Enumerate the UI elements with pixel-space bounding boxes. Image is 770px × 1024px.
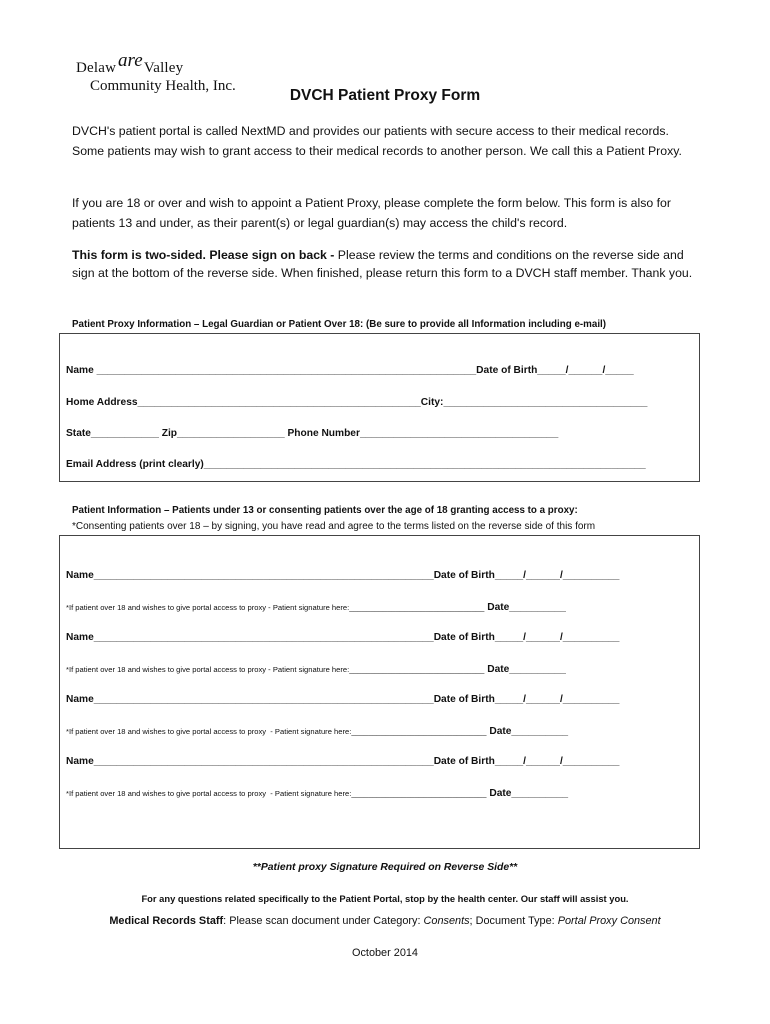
patient-3-signature-text: *If patient over 18 and wishes to give portal access to proxy - Patient signature here:________________________________ [66,727,487,736]
patient-2-signature-field[interactable] [66,664,566,675]
portal-questions-notice: For any questions related specifically to the Patient Portal, stop by the health center. Our staff will assist you. [141,893,629,904]
patient-4-name-field[interactable]: Name____________________________________________________________Date of Birth_____/______/__________ [66,756,620,767]
logo-text-delaw: Delaw [76,60,117,76]
staff-text-2: ; Document Type: [469,915,558,927]
patient-4-signature-date: Date__________ [486,788,569,799]
intro-paragraph-2: If you are 18 or over and wish to appoint a Patient Proxy, please complete the form below. This form is also for patients 13 and under, as their parent(s) or legal guardian(s) may access the child's record. [72,196,671,230]
signature-required-notice: **Patient proxy Signature Required on Reverse Side** [252,862,518,873]
intro-paragraph-1: DVCH's patient portal is called NextMD and provides our patients with secure access to their medical records. Some patients may wish to grant access to their medical records to another person. We call this a Patient Proxy. [72,124,682,158]
form-title: DVCH Patient Proxy Form [289,87,481,104]
patient-section-subheading: *Consenting patients over 18 – by signing, you have read and agree to the terms listed on the reverse side of this form [72,521,596,532]
patient-1-name-field[interactable]: Name____________________________________________________________Date of Birth_____/______/__________ [66,570,620,581]
patient-2-signature-text: *If patient over 18 and wishes to give portal access to proxy - Patient signature here:________________________________ [66,665,485,674]
return-instructions: Please review the terms and conditions on the reverse side and sign at the bottom of the reverse side. When finished, please return this form to a DVCH staff member. Thank you. [72,248,693,280]
doc-type-value: Portal Proxy Consent [557,915,661,927]
logo-text-valley: Valley [140,60,184,76]
patient-2-name-field[interactable]: Name____________________________________________________________Date of Birth_____/______/__________ [66,632,620,643]
patient-3-signature-date: Date__________ [486,726,569,737]
proxy-section-heading: Patient Proxy Information – Legal Guardian or Patient Over 18: (Be sure to provide all Information including e-mail) [72,319,607,330]
patient-3-name-field[interactable]: Name____________________________________________________________Date of Birth_____/______/__________ [66,694,620,705]
intro-paragraph-3 [72,246,702,282]
medical-records-staff-note [0,915,770,927]
proxy-email-field[interactable]: Email Address (print clearly)______________________________________________________________________________ [66,459,646,470]
patient-1-signature-text: *If patient over 18 and wishes to give portal access to proxy - Patient signature here:________________________________ [66,603,485,612]
two-sided-notice: This form is two-sided. Please sign on back - [72,248,335,262]
category-value: Consents [423,915,470,927]
patient-1-signature-date: Date__________ [484,602,566,613]
patient-4-signature-text: *If patient over 18 and wishes to give portal access to proxy - Patient signature here:________________________________ [66,789,487,798]
patient-info-box [59,535,700,849]
logo-text-care: are [118,50,143,71]
proxy-address-field[interactable]: Home Address__________________________________________________City:____________________________________ [66,397,648,408]
patient-2-signature-date: Date__________ [484,664,566,675]
patient-4-signature-field[interactable] [66,788,568,799]
patient-1-signature-field[interactable] [66,602,566,613]
staff-text-1: : Please scan document under Category: [223,915,424,927]
form-revision-date: October 2014 [352,947,418,959]
patient-section-heading: Patient Information – Patients under 13 or consenting patients over the age of 18 granting access to a proxy: [72,505,578,516]
proxy-state-zip-phone-field[interactable]: State____________ Zip___________________ Phone Number___________________________________ [66,428,559,439]
patient-3-signature-field[interactable] [66,726,568,737]
proxy-name-field[interactable]: Name ___________________________________________________________________Date of Birth_____/______/_____ [66,365,634,376]
staff-label: Medical Records Staff [109,915,224,927]
logo-text-community: Community Health, Inc. [90,78,236,94]
